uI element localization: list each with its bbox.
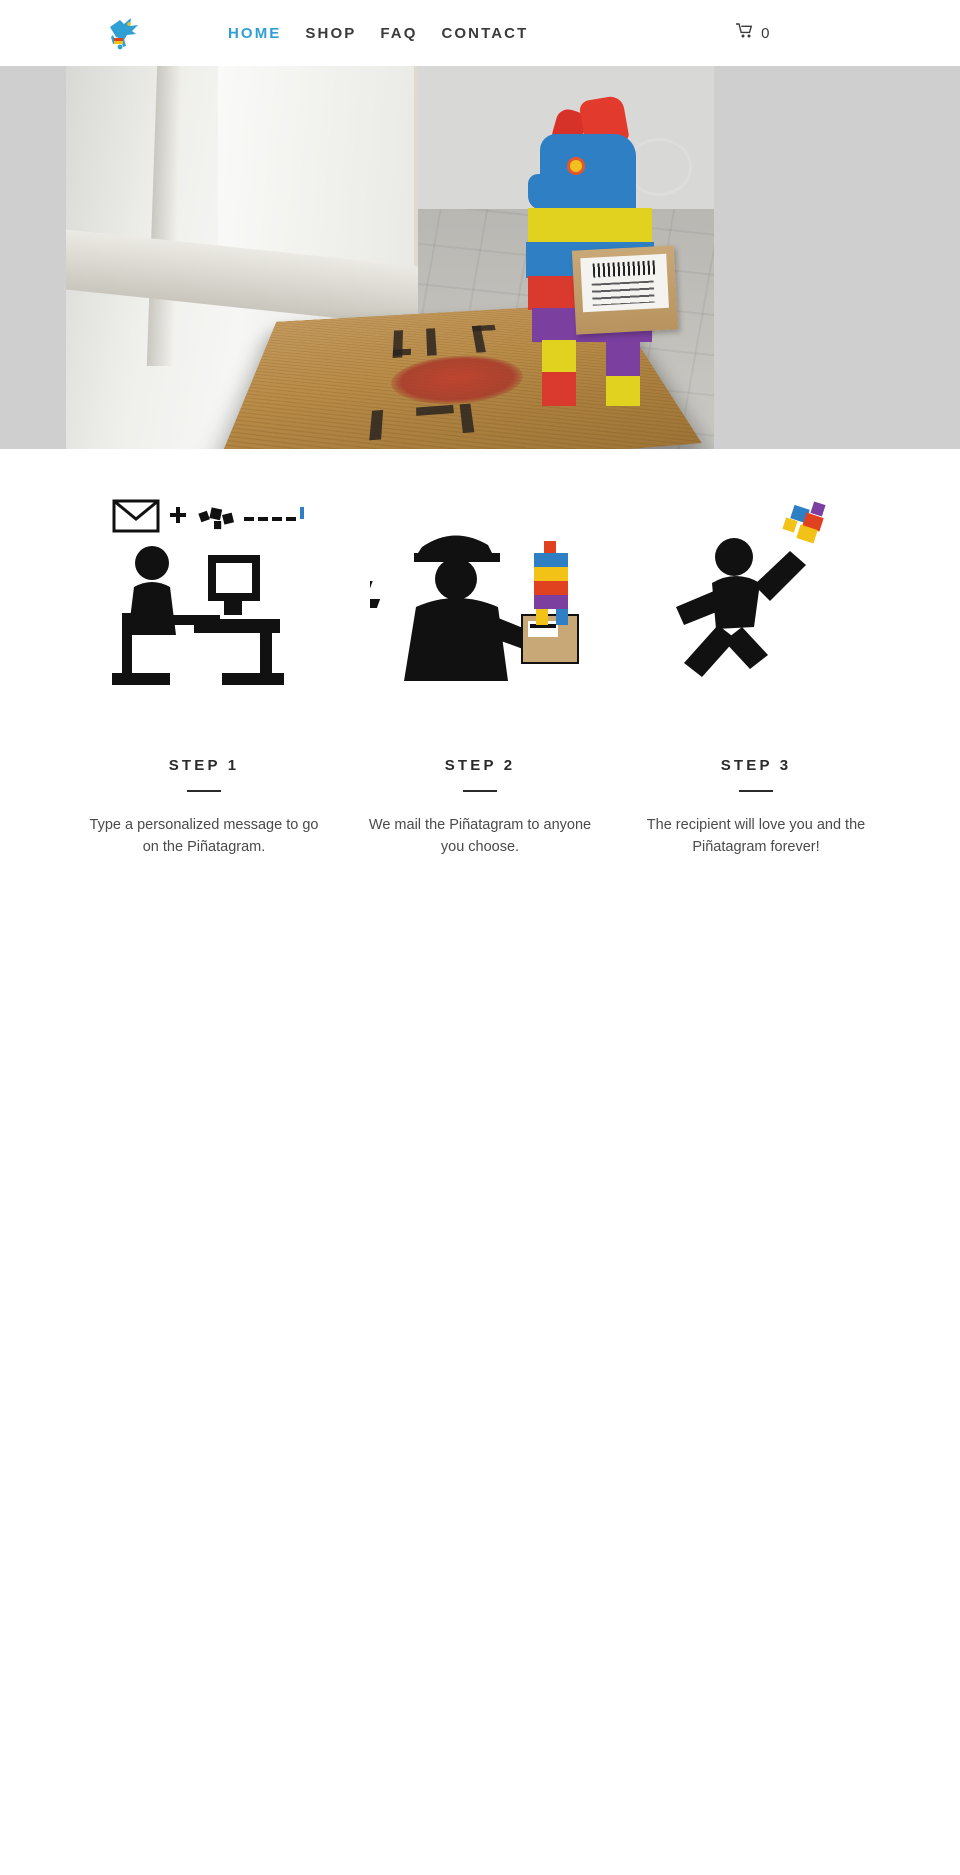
happy-recipient-icon [634,475,878,705]
step-3 [618,475,894,859]
nav-link-shop[interactable]: SHOP [305,24,357,42]
site-header [0,0,960,66]
step-2-text: We mail the Piñatagram to anyone you choose. [368,817,592,856]
steps-section [0,449,960,859]
mail-carrier-icon [358,475,602,705]
nav-link-home[interactable]: HOME [228,24,282,42]
cart-count: 0 [761,24,770,42]
hero-parcel [572,245,678,334]
step-1-text: Type a personalized message to go on the Piñatagram. [89,817,319,856]
step-3-rule [739,790,773,792]
step-3-title: STEP 3 [720,757,792,774]
step-2-title: STEP 2 [444,757,516,774]
step-1 [66,475,342,859]
step-2-rule [463,790,497,792]
nav-link-faq[interactable]: FAQ [380,24,418,42]
main-nav [216,19,540,48]
person-at-computer-icon [82,475,326,705]
step-3-text: The recipient will love you and the Piñatagram forever! [646,817,866,856]
step-2 [342,475,618,859]
hero-image [66,66,714,449]
brand-logo[interactable] [94,10,150,56]
shopping-cart-icon [736,23,753,43]
hero-pinata [498,96,698,426]
step-1-rule [187,790,221,792]
step-1-title: STEP 1 [168,757,240,774]
hero-banner [0,66,960,449]
nav-link-contact[interactable]: CONTACT [441,24,529,42]
cart-button[interactable] [736,23,770,43]
